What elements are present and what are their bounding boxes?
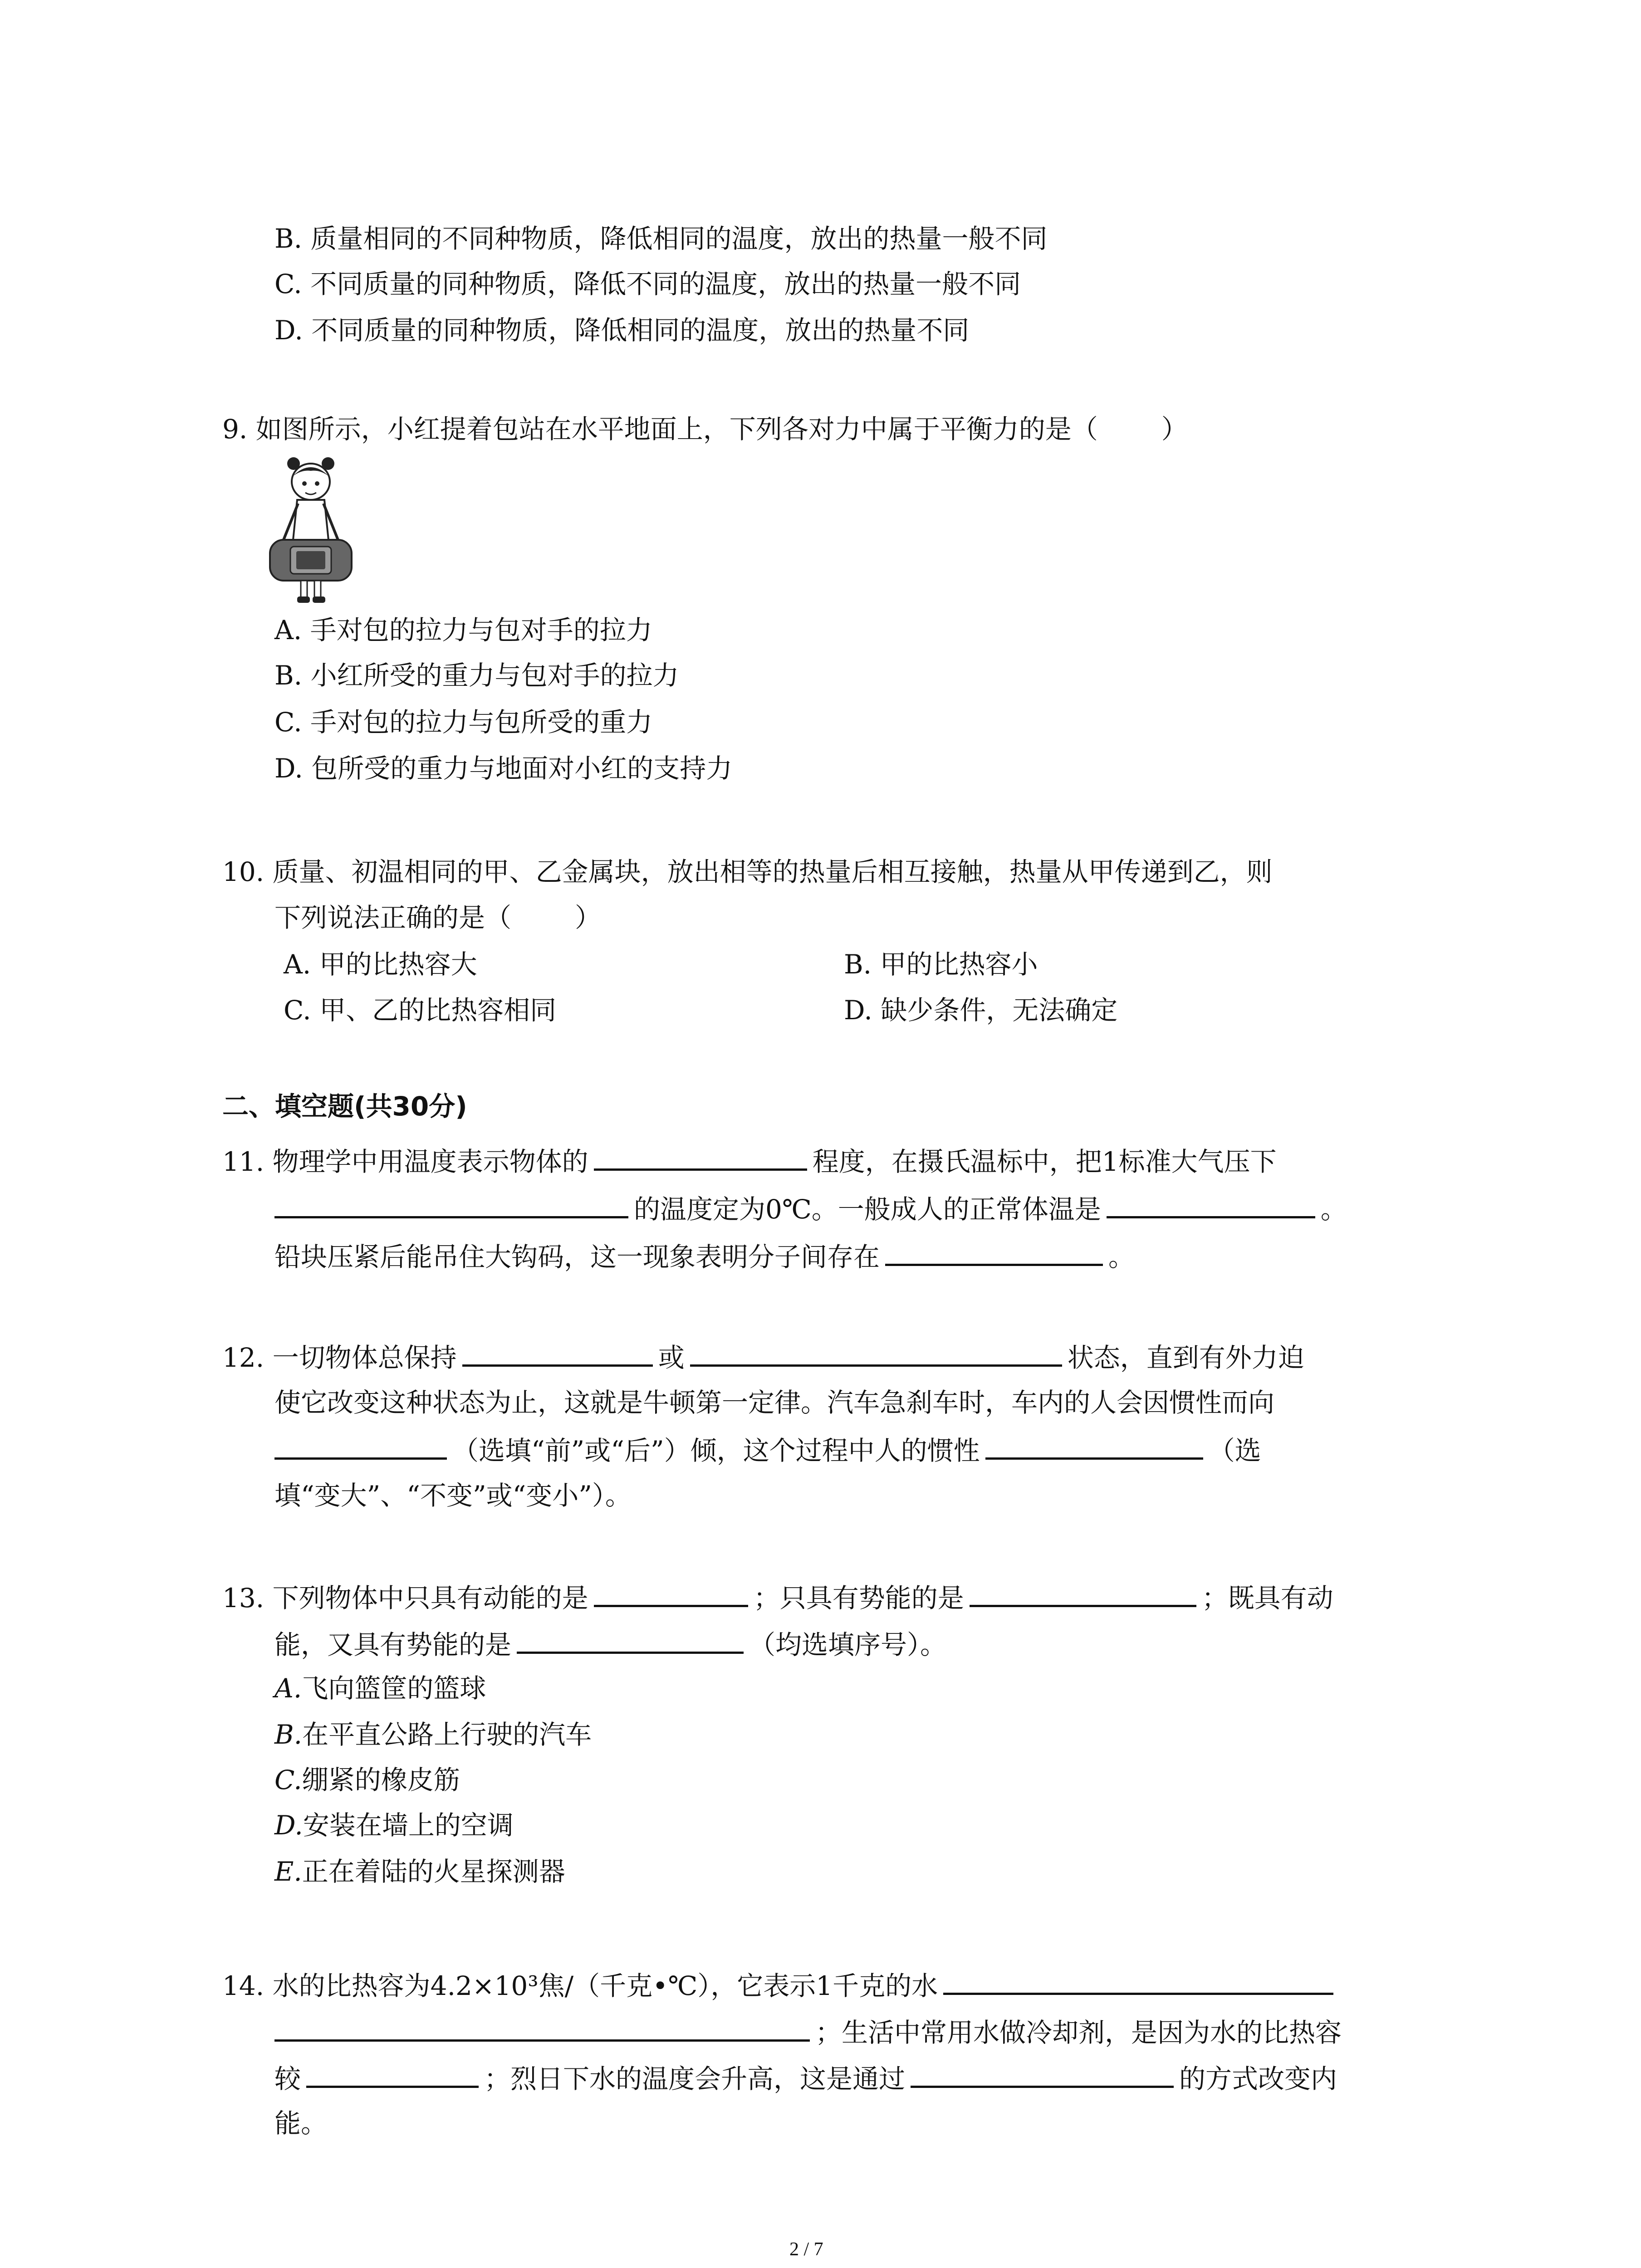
q13-option-b	[274, 1721, 592, 1748]
q10-option-c: C. 甲、乙的比热容相同	[284, 995, 557, 1026]
q11-text-1: 11. 物理学中用温度表示物体的	[222, 1146, 588, 1177]
answer-blank[interactable]	[1107, 1194, 1315, 1218]
q11-line1	[222, 1147, 1277, 1175]
q14-line3	[274, 2064, 1337, 2092]
answer-blank[interactable]	[274, 2018, 810, 2042]
q14-text-2: ；生活中常用水做冷却剂，是因为水的比热容	[815, 2017, 1342, 2048]
q14-text-5: 的方式改变内	[1179, 2063, 1337, 2094]
option-letter: B.	[274, 1719, 303, 1750]
q13-text-5: （均选填序号）。	[749, 1629, 947, 1660]
q9-option-b: B. 小红所受的重力与包对手的拉力	[274, 660, 679, 691]
q9-stem-text: 9. 如图所示，小红提着包站在水平地面上，下列各对力中属于平衡力的是（	[222, 414, 1098, 445]
q11-text-5: 铅块压紧后能吊住大钩码，这一现象表明分子间存在	[274, 1242, 880, 1272]
q14-text-4: ；烈日下水的温度会升高，这是通过	[484, 2063, 906, 2094]
q13-option-d	[274, 1810, 514, 1841]
q13-option-a	[274, 1673, 486, 1704]
q10-stem-close: ）	[575, 902, 602, 933]
q10-option-a: A. 甲的比热容大	[284, 949, 477, 980]
q9-option-d: D. 包所受的重力与地面对小红的支持力	[274, 753, 733, 784]
section-title: 二、填空题(共30分)	[222, 1091, 467, 1122]
q12-line1	[222, 1343, 1304, 1371]
answer-blank[interactable]	[594, 1147, 807, 1171]
q10-stem-line1: 10. 质量、初温相同的甲、乙金属块，放出相等的热量后相互接触，热量从甲传递到乙，则	[222, 856, 1273, 887]
answer-blank[interactable]	[690, 1343, 1062, 1367]
q9-stem	[222, 414, 1188, 445]
q12-text-2: 或	[658, 1342, 685, 1373]
q13-line2	[274, 1630, 946, 1658]
q9-stem-close: ）	[1161, 414, 1188, 445]
answer-blank[interactable]	[274, 1436, 447, 1460]
page-number: 2 / 7	[789, 2239, 823, 2260]
answer-blank[interactable]	[943, 1971, 1333, 1995]
q14-line1	[222, 1971, 1339, 1999]
q11-text-3: 的温度定为0℃。一般成人的正常体温是	[634, 1194, 1101, 1225]
option-letter: D.	[274, 1810, 303, 1841]
q13-text-4: 能，又具有势能的是	[274, 1629, 512, 1660]
answer-blank[interactable]	[274, 1194, 628, 1218]
q12-line2: 使它改变这种状态为止，这就是牛顿第一定律。汽车急刹车时，车内的人会因惯性而向	[274, 1387, 1275, 1418]
q8-option-c: C. 不同质量的同种物质，降低不同的温度，放出的热量一般不同	[274, 269, 1021, 299]
q11-text-6: 。	[1108, 1242, 1135, 1272]
q14-line4: 能。	[274, 2108, 328, 2139]
option-text: 飞向篮筐的篮球	[302, 1673, 486, 1704]
q11-line3	[274, 1242, 1135, 1270]
q12-text-6: （选	[1208, 1435, 1261, 1466]
q8-option-d: D. 不同质量的同种物质，降低相同的温度，放出的热量不同	[274, 315, 970, 346]
q12-text-5: （选填“前”或“后”）倾，这个过程中人的惯性	[452, 1435, 980, 1466]
q13-option-c	[274, 1767, 460, 1793]
q11-line2	[274, 1194, 1347, 1225]
q10-option-b: B. 甲的比热容小	[844, 949, 1038, 980]
q13-option-e	[274, 1858, 565, 1885]
answer-blank[interactable]	[306, 2064, 479, 2088]
q11-text-2: 程度，在摄氏温标中，把1标准大气压下	[812, 1146, 1277, 1177]
option-text: 安装在墙上的空调	[303, 1810, 514, 1841]
option-text: 在平直公路上行驶的汽车	[302, 1719, 592, 1750]
option-text: 绷紧的橡皮筋	[302, 1765, 460, 1795]
answer-blank[interactable]	[911, 2064, 1174, 2088]
q14-text-1: 14. 水的比热容为4.2×10³焦/（千克•℃），它表示1千克的水	[222, 1970, 938, 2001]
answer-blank[interactable]	[517, 1630, 744, 1654]
q13-text-1: 13. 下列物体中只具有动能的是	[222, 1583, 588, 1613]
answer-blank[interactable]	[985, 1436, 1203, 1460]
answer-blank[interactable]	[970, 1583, 1196, 1607]
q12-line4: 填“变大”、“不变”或“变小”）。	[274, 1480, 632, 1511]
option-text: 正在着陆的火星探测器	[302, 1856, 565, 1887]
q10-stem-line2	[274, 904, 601, 931]
q13-text-2: ；只具有势能的是	[753, 1583, 964, 1613]
q14-line2	[274, 2018, 1342, 2046]
option-letter: A.	[274, 1673, 302, 1704]
answer-blank[interactable]	[462, 1343, 653, 1367]
q9-option-c: C. 手对包的拉力与包所受的重力	[274, 707, 653, 738]
q9-option-a: A. 手对包的拉力与包对手的拉力	[274, 615, 652, 645]
q10-option-d: D. 缺少条件，无法确定	[844, 995, 1118, 1026]
q12-text-3: 状态，直到有外力迫	[1067, 1342, 1304, 1373]
answer-blank[interactable]	[594, 1583, 748, 1607]
q12-line3	[274, 1436, 1261, 1464]
option-letter: E.	[274, 1856, 302, 1887]
answer-blank[interactable]	[885, 1242, 1103, 1266]
girl-with-bag-illustration	[265, 454, 356, 606]
q8-option-b: B. 质量相同的不同种物质，降低相同的温度，放出的热量一般不同	[274, 223, 1048, 254]
q12-text-1: 12. 一切物体总保持	[222, 1342, 457, 1373]
option-letter: C.	[274, 1765, 302, 1795]
q14-text-3: 较	[274, 2063, 301, 2094]
q10-stem-text: 下列说法正确的是（	[274, 902, 512, 933]
q11-text-4: 。	[1320, 1194, 1347, 1225]
q13-line1	[222, 1583, 1333, 1611]
q13-text-3: ；既具有动	[1201, 1583, 1333, 1613]
